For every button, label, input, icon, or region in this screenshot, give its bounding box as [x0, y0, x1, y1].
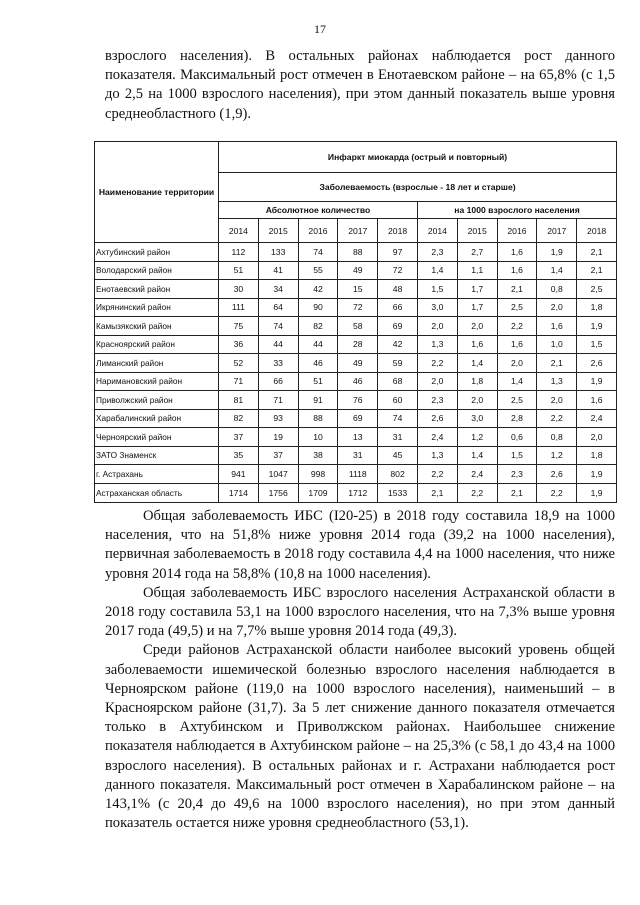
- rate-value-cell: 2,0: [457, 391, 497, 410]
- rate-value-cell: 1,3: [417, 446, 457, 465]
- territory-name: Черноярский район: [95, 428, 219, 447]
- rate-value-cell: 2,6: [577, 354, 617, 373]
- abs-value-cell: 72: [338, 298, 378, 317]
- rate-value-cell: 1,3: [417, 335, 457, 354]
- table-row: [95, 335, 617, 354]
- rate-year-header: 2016: [497, 219, 537, 243]
- rate-value-cell: 1,2: [537, 446, 577, 465]
- abs-value-cell: 44: [298, 335, 338, 354]
- abs-value-cell: 74: [378, 409, 418, 428]
- territory-name: Енотаевский район: [95, 280, 219, 299]
- rate-value-cell: 1,0: [537, 335, 577, 354]
- rate-value-cell: 1,5: [497, 446, 537, 465]
- abs-value-cell: 81: [219, 391, 259, 410]
- abs-value-cell: 44: [258, 335, 298, 354]
- abs-value-cell: 1709: [298, 483, 338, 502]
- abs-value-cell: 13: [338, 428, 378, 447]
- table-row: [95, 372, 617, 391]
- rate-value-cell: 0,8: [537, 280, 577, 299]
- table-row: [95, 428, 617, 447]
- rate-value-cell: 1,6: [497, 335, 537, 354]
- abs-value-cell: 48: [378, 280, 418, 299]
- rate-value-cell: 2,0: [537, 298, 577, 317]
- abs-value-cell: 112: [219, 243, 259, 262]
- table-row: [95, 298, 617, 317]
- rate-value-cell: 2,0: [537, 391, 577, 410]
- abs-value-cell: 46: [298, 354, 338, 373]
- abs-value-cell: 941: [219, 465, 259, 484]
- rate-value-cell: 2,1: [577, 243, 617, 262]
- rate-value-cell: 3,0: [417, 298, 457, 317]
- abs-value-cell: 76: [338, 391, 378, 410]
- rate-value-cell: 1,4: [417, 261, 457, 280]
- territory-name: Володарский район: [95, 261, 219, 280]
- territory-name: Камызякский район: [95, 317, 219, 336]
- intro-text: взрослого населения). В остальных районах наблюдается рост данного показателя. Максимальный рост отмечен в Енотаевском районе – на 65,8% (с 1,5 до 2,5 на 1000 взрослого населения), при этом данный показатель выше уровня среднеобластного (1,9).: [105, 48, 615, 122]
- rate-value-cell: 1,9: [577, 317, 617, 336]
- table-row: [95, 391, 617, 410]
- rate-value-cell: 2,5: [497, 298, 537, 317]
- rate-value-cell: 2,6: [417, 409, 457, 428]
- rate-value-cell: 1,8: [577, 298, 617, 317]
- rate-year-header: 2017: [537, 219, 577, 243]
- abs-value-cell: 97: [378, 243, 418, 262]
- abs-value-cell: 36: [219, 335, 259, 354]
- rate-value-cell: 2,0: [577, 428, 617, 447]
- abs-value-cell: 34: [258, 280, 298, 299]
- abs-value-cell: 45: [378, 446, 418, 465]
- table-row: [95, 409, 617, 428]
- abs-value-cell: 90: [298, 298, 338, 317]
- intro-paragraph: [105, 47, 615, 124]
- abs-value-cell: 28: [338, 335, 378, 354]
- table-body: [95, 243, 617, 503]
- table-row: [95, 317, 617, 336]
- abs-value-cell: 72: [378, 261, 418, 280]
- abs-value-cell: 51: [219, 261, 259, 280]
- rate-value-cell: 2,1: [577, 261, 617, 280]
- rate-value-cell: 1,8: [577, 446, 617, 465]
- rate-value-cell: 1,6: [577, 391, 617, 410]
- abs-value-cell: 64: [258, 298, 298, 317]
- rate-value-cell: 2,5: [497, 391, 537, 410]
- rate-value-cell: 1,7: [457, 280, 497, 299]
- rate-value-cell: 2,7: [457, 243, 497, 262]
- abs-value-cell: 60: [378, 391, 418, 410]
- rate-value-cell: 1,4: [457, 446, 497, 465]
- paragraph-ibs-total: Общая заболеваемость ИБС (I20-25) в 2018 году составила 18,9 на 1000 населения, что на 51,8% ниже уровня 2014 года (39,2 на 1000 населения), первичная заболеваемость в 2018 году составила 4,4 на 1000 населения, что ниже уровня 2014 года на 58,8% (10,8 на 1000 населения).: [105, 508, 615, 582]
- per-1000-header: на 1000 взрослого населения: [417, 202, 616, 219]
- rate-value-cell: 2,2: [537, 483, 577, 502]
- table-row: [95, 465, 617, 484]
- abs-value-cell: 41: [258, 261, 298, 280]
- abs-value-cell: 58: [338, 317, 378, 336]
- abs-value-cell: 111: [219, 298, 259, 317]
- rate-value-cell: 2,1: [497, 483, 537, 502]
- territory-name: Ахтубинский район: [95, 243, 219, 262]
- rate-year-header: 2014: [417, 219, 457, 243]
- rate-value-cell: 1,5: [417, 280, 457, 299]
- abs-value-cell: 74: [258, 317, 298, 336]
- abs-value-cell: 1712: [338, 483, 378, 502]
- rate-value-cell: 0,8: [537, 428, 577, 447]
- abs-value-cell: 93: [258, 409, 298, 428]
- abs-year-header: 2017: [338, 219, 378, 243]
- table-row: [95, 354, 617, 373]
- table-row: [95, 261, 617, 280]
- rate-value-cell: 2,2: [417, 354, 457, 373]
- abs-year-header: 2014: [219, 219, 259, 243]
- rate-value-cell: 2,2: [417, 465, 457, 484]
- abs-value-cell: 998: [298, 465, 338, 484]
- rate-value-cell: 2,2: [537, 409, 577, 428]
- territory-name: Харабалинский район: [95, 409, 219, 428]
- abs-year-header: 2018: [378, 219, 418, 243]
- rate-value-cell: 3,0: [457, 409, 497, 428]
- rate-value-cell: 1,6: [497, 261, 537, 280]
- abs-value-cell: 82: [219, 409, 259, 428]
- abs-value-cell: 42: [378, 335, 418, 354]
- abs-value-cell: 69: [378, 317, 418, 336]
- abs-value-cell: 19: [258, 428, 298, 447]
- abs-value-cell: 33: [258, 354, 298, 373]
- rate-value-cell: 1,9: [577, 483, 617, 502]
- rate-value-cell: 2,1: [537, 354, 577, 373]
- territory-name: Икрянинский район: [95, 298, 219, 317]
- paragraph-ibs-adult: Общая заболеваемость ИБС взрослого населения Астраханской области в 2018 году составила 53,1 на 1000 взрослого населения, что на 7,3% выше уровня 2017 года (49,5) и на 7,7% выше уровня 2014 года (49,3).: [105, 584, 615, 640]
- rate-value-cell: 1,3: [537, 372, 577, 391]
- abs-value-cell: 31: [338, 446, 378, 465]
- table-row: [95, 483, 617, 502]
- abs-value-cell: 52: [219, 354, 259, 373]
- abs-value-cell: 66: [378, 298, 418, 317]
- territory-name: г. Астрахань: [95, 465, 219, 484]
- page-number: 17: [314, 22, 326, 36]
- rate-value-cell: 2,4: [457, 465, 497, 484]
- territory-name: Красноярский район: [95, 335, 219, 354]
- rate-value-cell: 1,6: [457, 335, 497, 354]
- rate-year-header: 2018: [577, 219, 617, 243]
- rate-value-cell: 1,6: [537, 317, 577, 336]
- abs-value-cell: 71: [219, 372, 259, 391]
- abs-value-cell: 1047: [258, 465, 298, 484]
- rate-value-cell: 2,2: [457, 483, 497, 502]
- table-row: [95, 446, 617, 465]
- abs-value-cell: 802: [378, 465, 418, 484]
- rate-value-cell: 2,1: [417, 483, 457, 502]
- abs-value-cell: 88: [338, 243, 378, 262]
- rate-value-cell: 1,9: [577, 465, 617, 484]
- abs-value-cell: 59: [378, 354, 418, 373]
- abs-value-cell: 31: [378, 428, 418, 447]
- rate-value-cell: 1,6: [497, 243, 537, 262]
- abs-value-cell: 91: [298, 391, 338, 410]
- rate-value-cell: 1,4: [537, 261, 577, 280]
- abs-value-cell: 88: [298, 409, 338, 428]
- abs-value-cell: 82: [298, 317, 338, 336]
- rate-value-cell: 1,2: [457, 428, 497, 447]
- rate-value-cell: 2,0: [497, 354, 537, 373]
- rate-value-cell: 2,2: [497, 317, 537, 336]
- abs-value-cell: 35: [219, 446, 259, 465]
- abs-value-cell: 38: [298, 446, 338, 465]
- territory-name: Приволжский район: [95, 391, 219, 410]
- abs-value-cell: 68: [378, 372, 418, 391]
- rate-value-cell: 2,1: [497, 280, 537, 299]
- abs-value-cell: 1714: [219, 483, 259, 502]
- abs-value-cell: 51: [298, 372, 338, 391]
- abs-value-cell: 42: [298, 280, 338, 299]
- rate-value-cell: 1,7: [457, 298, 497, 317]
- rate-value-cell: 1,1: [457, 261, 497, 280]
- territory-name: ЗАТО Знаменск: [95, 446, 219, 465]
- rate-value-cell: 1,4: [497, 372, 537, 391]
- disease-header: Инфаркт миокарда (острый и повторный): [219, 142, 617, 173]
- rate-value-cell: 1,9: [577, 372, 617, 391]
- rate-value-cell: 2,8: [497, 409, 537, 428]
- rate-value-cell: 2,6: [537, 465, 577, 484]
- rate-value-cell: 1,8: [457, 372, 497, 391]
- abs-value-cell: 37: [219, 428, 259, 447]
- abs-value-cell: 75: [219, 317, 259, 336]
- abs-year-header: 2015: [258, 219, 298, 243]
- paragraph-districts: Среди районов Астраханской области наиболее высокий уровень общей заболеваемости ишемической болезнью взрослого населения наблюдается в Черноярском районе (119,0 на 1000 взрослого населения), наименьший – в Красноярском районе (31,7). За 5 лет снижение данного показателя отмечается только в Ахтубинском и Приволжском районах. Наибольшее снижение показателя наблюдается в Ахтубинском районе – на 25,3% (с 58,1 до 43,4 на 1000 взрослого населения). В остальных районах и г. Астрахани наблюдается рост данного показателя. Максимальный рост отмечен в Харабалинском районе – на 143,1% (с 20,4 до 49,6 на 1000 взрослого населения), но при этом данный показатель остается ниже уровня среднеобластного (53,1).: [105, 642, 615, 832]
- rate-value-cell: 1,5: [577, 335, 617, 354]
- abs-value-cell: 1533: [378, 483, 418, 502]
- absolute-header: Абсолютное количество: [219, 202, 418, 219]
- abs-value-cell: 49: [338, 261, 378, 280]
- territory-name: Лиманский район: [95, 354, 219, 373]
- abs-value-cell: 69: [338, 409, 378, 428]
- rate-value-cell: 2,0: [417, 317, 457, 336]
- abs-value-cell: 37: [258, 446, 298, 465]
- abs-value-cell: 71: [258, 391, 298, 410]
- rate-value-cell: 1,4: [457, 354, 497, 373]
- incidence-header: Заболеваемость (взрослые - 18 лет и старше): [219, 173, 617, 202]
- territory-header: Наименование территории: [95, 142, 219, 243]
- rate-value-cell: 2,5: [577, 280, 617, 299]
- rate-value-cell: 2,4: [417, 428, 457, 447]
- rate-year-header: 2015: [457, 219, 497, 243]
- rate-value-cell: 2,4: [577, 409, 617, 428]
- abs-value-cell: 49: [338, 354, 378, 373]
- abs-value-cell: 15: [338, 280, 378, 299]
- rate-value-cell: 0,6: [497, 428, 537, 447]
- territory-name: Наримановский район: [95, 372, 219, 391]
- abs-value-cell: 55: [298, 261, 338, 280]
- rate-value-cell: 2,0: [457, 317, 497, 336]
- territory-name: Астраханская область: [95, 483, 219, 502]
- abs-value-cell: 133: [258, 243, 298, 262]
- abs-value-cell: 1756: [258, 483, 298, 502]
- rate-value-cell: 2,3: [417, 391, 457, 410]
- table-row: [95, 280, 617, 299]
- abs-value-cell: 10: [298, 428, 338, 447]
- body-text: [105, 507, 615, 833]
- myocardial-infarction-table: [94, 141, 617, 503]
- rate-value-cell: 1,9: [537, 243, 577, 262]
- rate-value-cell: 2,0: [417, 372, 457, 391]
- rate-value-cell: 2,3: [417, 243, 457, 262]
- abs-value-cell: 1118: [338, 465, 378, 484]
- table-row: [95, 243, 617, 262]
- abs-value-cell: 30: [219, 280, 259, 299]
- abs-value-cell: 74: [298, 243, 338, 262]
- rate-value-cell: 2,3: [497, 465, 537, 484]
- abs-year-header: 2016: [298, 219, 338, 243]
- abs-value-cell: 46: [338, 372, 378, 391]
- abs-value-cell: 66: [258, 372, 298, 391]
